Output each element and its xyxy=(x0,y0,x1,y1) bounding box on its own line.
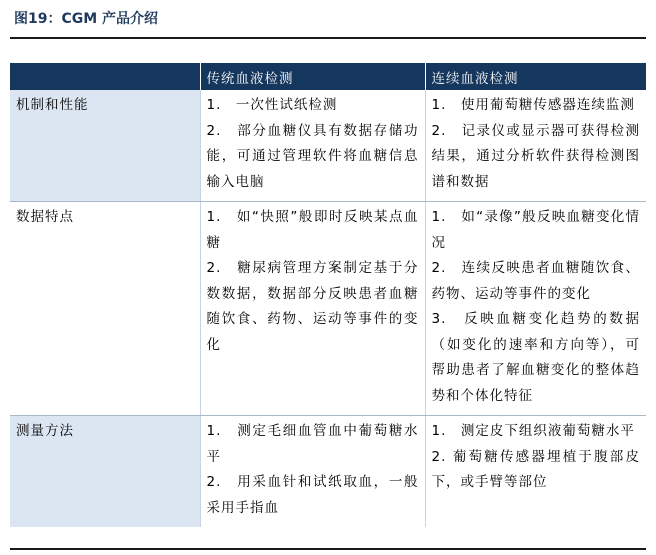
list-item: 1. 测定皮下组织液葡萄糖水平 xyxy=(431,423,635,439)
header-continuous: 连续血液检测 xyxy=(425,63,646,90)
list-item: 1. 使用葡萄糖传感器连续监测 xyxy=(431,97,635,113)
figure-caption: 图19：CGM 产品介绍 xyxy=(14,11,159,27)
list-item: 2. 葡萄糖传感器埋植于腹部皮下，或手臂等部位 xyxy=(431,448,640,490)
row-label: 机制和性能 xyxy=(10,90,200,202)
list-item: 1. 测定毛细血管血中葡萄糖水平 xyxy=(206,423,419,465)
top-rule xyxy=(10,37,646,39)
list-item: 2. 糖尿病管理方案制定基于分数数据，数据部分反映患者血糖随饮食、药物、运动等事件的变化 xyxy=(206,260,419,353)
table-row xyxy=(10,90,646,202)
cgm-comparison-table xyxy=(10,63,646,527)
list-item: 1. 如“快照”般即时反映某点血糖 xyxy=(206,209,419,251)
header-blank xyxy=(10,63,200,90)
traditional-cell xyxy=(200,416,425,528)
continuous-cell xyxy=(425,416,646,528)
row-label: 测量方法 xyxy=(10,416,200,528)
traditional-cell xyxy=(200,202,425,416)
list-item: 2. 连续反映患者血糖随饮食、药物、运动等事件的变化 xyxy=(431,260,640,302)
list-item: 1. 一次性试纸检测 xyxy=(206,97,338,113)
list-item: 2. 用采血针和试纸取血，一般采用手指血 xyxy=(206,474,419,516)
row-label: 数据特点 xyxy=(10,202,200,416)
header-row xyxy=(10,63,646,90)
table-row xyxy=(10,416,646,528)
list-item: 2. 记录仪或显示器可获得检测结果，通过分析软件获得检测图谱和数据 xyxy=(431,122,640,190)
header-traditional: 传统血液检测 xyxy=(200,63,425,90)
list-item: 3. 反映血糖变化趋势的数据（如变化的速率和方向等），可帮助患者了解血糖变化的整体趋势和个体化特征 xyxy=(431,311,640,404)
traditional-cell xyxy=(200,90,425,202)
table-row xyxy=(10,202,646,416)
list-item: 2. 部分血糖仪具有数据存储功能，可通过管理软件将血糖信息输入电脑 xyxy=(206,122,419,190)
continuous-cell xyxy=(425,90,646,202)
continuous-cell xyxy=(425,202,646,416)
bottom-rule xyxy=(10,548,646,550)
list-item: 1. 如“录像”般反映血糖变化情况 xyxy=(431,209,640,251)
